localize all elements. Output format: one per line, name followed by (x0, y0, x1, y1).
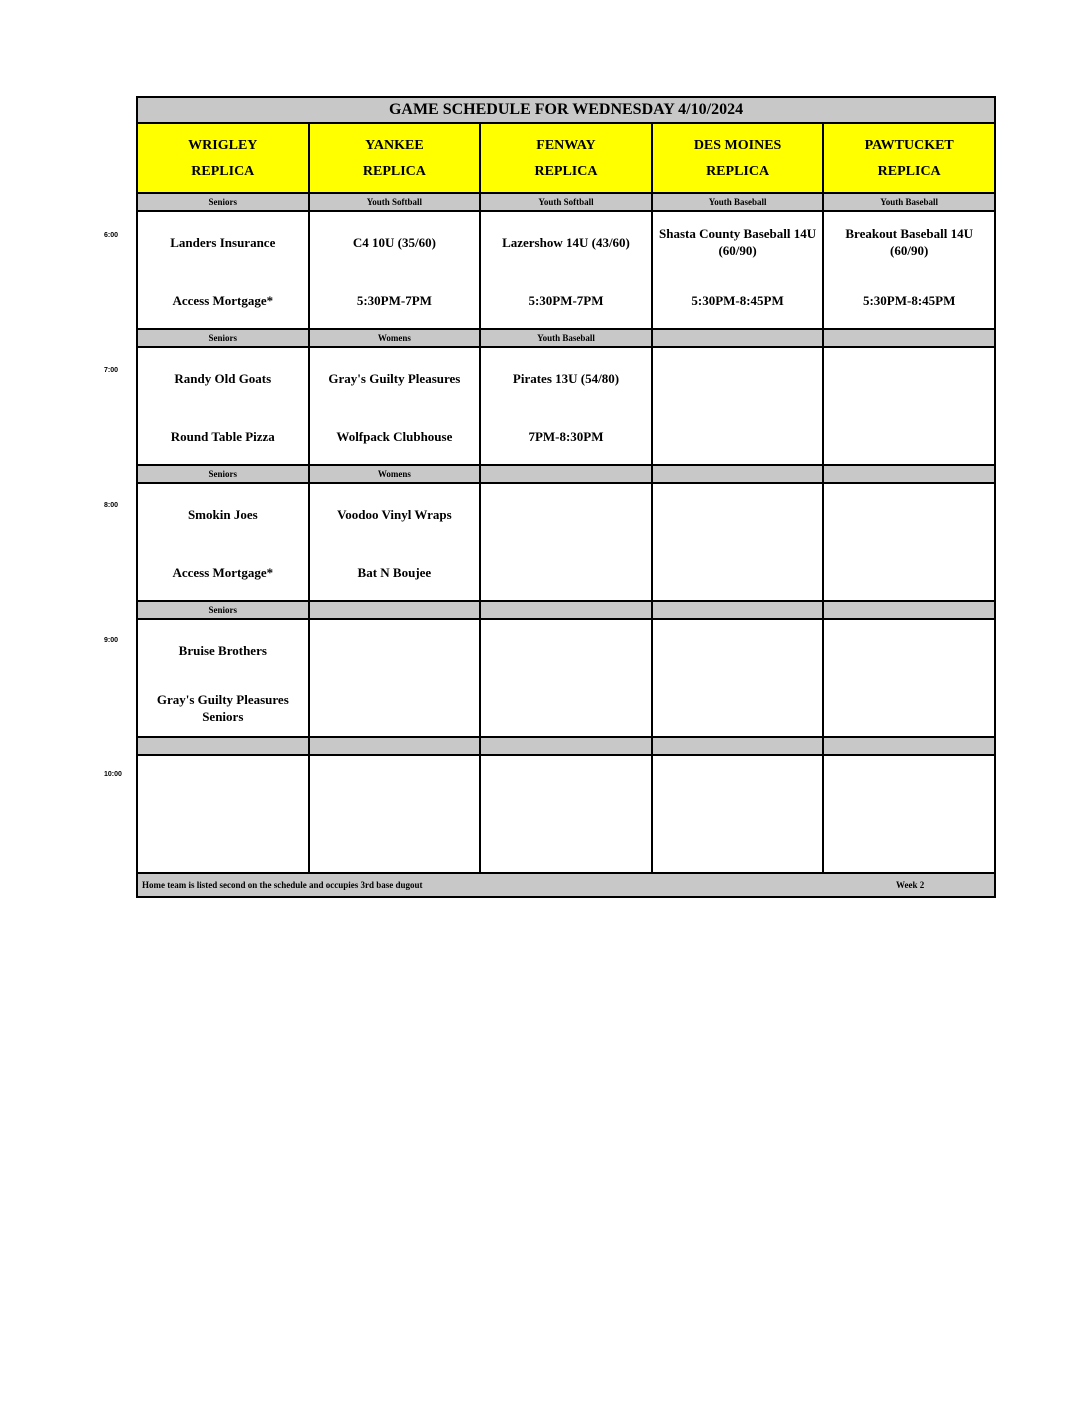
division-label (824, 602, 994, 618)
away-team: Lazershow 14U (43/60) (502, 234, 630, 250)
home-team: Bat N Boujee (357, 564, 432, 580)
home-team (487, 690, 645, 726)
home-team (487, 826, 645, 862)
field-name: YANKEE (365, 138, 424, 153)
division-label: Youth Baseball (481, 330, 653, 346)
home-team (487, 554, 645, 590)
away-team (659, 360, 817, 396)
game-time: 5:30PM-7PM (356, 292, 432, 308)
field-sub: REPLICA (362, 164, 426, 179)
away-team (830, 768, 988, 804)
division-label: Youth Softball (310, 194, 482, 210)
home-team: Gray's Guilty Pleasures Seniors (156, 692, 289, 724)
home-team (659, 418, 817, 454)
game-cell (653, 212, 825, 328)
division-label: Youth Baseball (653, 194, 825, 210)
division-row-9pm (138, 602, 994, 620)
division-label: Seniors (138, 466, 310, 482)
division-label (653, 738, 825, 754)
away-team (659, 768, 817, 804)
game-cell (653, 756, 825, 872)
field-header-yankee (310, 124, 482, 192)
game-cell (824, 212, 994, 328)
division-label: Womens (310, 466, 482, 482)
game-cell (653, 348, 825, 464)
away-team: Voodoo Vinyl Wraps (337, 506, 452, 522)
field-sub: REPLICA (191, 164, 255, 179)
field-name: FENWAY (536, 138, 596, 153)
away-team: Pirates 13U (54/80) (512, 370, 620, 386)
division-row-10pm (138, 738, 994, 756)
home-team (316, 690, 474, 726)
division-label (481, 738, 653, 754)
away-team: Bruise Brothers (178, 642, 267, 658)
division-label: Youth Softball (481, 194, 653, 210)
away-team: Landers Insurance (170, 234, 276, 250)
field-header-fenway (481, 124, 653, 192)
game-time: 7PM-8:30PM (528, 428, 604, 444)
away-team (487, 632, 645, 668)
division-label (310, 602, 482, 618)
game-cell (138, 484, 310, 600)
home-team (830, 826, 988, 862)
away-team (830, 496, 988, 532)
game-row-7pm (138, 348, 994, 466)
time-label-8: 8:00 (104, 502, 119, 509)
away-team: Smokin Joes (187, 506, 258, 522)
home-team: Access Mortgage* (172, 564, 274, 580)
away-team (487, 496, 645, 532)
game-cell (310, 348, 482, 464)
home-team: Round Table Pizza (170, 428, 275, 444)
field-name: DES MOINES (693, 138, 782, 153)
game-cell (138, 620, 310, 736)
time-label-9: 9:00 (104, 637, 119, 644)
division-label (310, 738, 482, 754)
footer-bar (138, 874, 994, 896)
away-team (316, 632, 474, 668)
division-row-6pm (138, 194, 994, 212)
division-row-8pm (138, 466, 994, 484)
game-cell (138, 348, 310, 464)
week-label: Week 2 (896, 880, 925, 890)
home-team-note: Home team is listed second on the schedule and occupies 3rd base dugout (142, 880, 423, 890)
away-team (487, 768, 645, 804)
game-cell (481, 212, 653, 328)
division-label (653, 466, 825, 482)
home-team (144, 826, 302, 862)
field-header-pawtucket (824, 124, 994, 192)
game-time: 5:30PM-7PM (528, 292, 604, 308)
division-label: Seniors (138, 194, 310, 210)
game-cell (481, 348, 653, 464)
division-label: Seniors (138, 330, 310, 346)
game-row-9pm (138, 620, 994, 738)
away-team (659, 632, 817, 668)
home-team (659, 554, 817, 590)
game-row-8pm (138, 484, 994, 602)
division-label (824, 466, 994, 482)
field-header-row (138, 124, 994, 194)
division-label (653, 602, 825, 618)
game-cell (824, 756, 994, 872)
game-cell (310, 212, 482, 328)
away-team (144, 768, 302, 804)
home-team (830, 554, 988, 590)
field-header-wrigley (138, 124, 310, 192)
game-cell (824, 620, 994, 736)
away-team (830, 360, 988, 396)
division-label (481, 466, 653, 482)
field-header-des-moines (653, 124, 825, 192)
game-cell (653, 484, 825, 600)
game-cell (138, 212, 310, 328)
away-team: C4 10U (35/60) (352, 234, 436, 250)
division-label (138, 738, 310, 754)
schedule-title: GAME SCHEDULE FOR WEDNESDAY 4/10/2024 (138, 98, 994, 124)
home-team: Wolfpack Clubhouse (336, 428, 453, 444)
field-name: WRIGLEY (188, 138, 258, 153)
home-team (659, 826, 817, 862)
game-cell (481, 620, 653, 736)
field-name: PAWTUCKET (864, 138, 954, 153)
game-cell (824, 484, 994, 600)
away-team: Breakout Baseball 14U (60/90) (845, 226, 973, 258)
division-label: Womens (310, 330, 482, 346)
away-team: Shasta County Baseball 14U (60/90) (659, 226, 817, 258)
away-team: Gray's Guilty Pleasures (328, 370, 461, 386)
division-label (824, 330, 994, 346)
home-team (659, 690, 817, 726)
game-cell (310, 484, 482, 600)
schedule-table (136, 96, 996, 898)
home-team (316, 826, 474, 862)
game-cell (138, 756, 310, 872)
home-team: Access Mortgage* (172, 292, 274, 308)
away-team (830, 632, 988, 668)
game-cell (310, 620, 482, 736)
division-label (824, 738, 994, 754)
field-sub: REPLICA (534, 164, 598, 179)
game-cell (310, 756, 482, 872)
home-team (830, 418, 988, 454)
home-team (830, 690, 988, 726)
time-label-6: 6:00 (104, 232, 119, 239)
division-row-7pm (138, 330, 994, 348)
away-team (659, 496, 817, 532)
time-label-7: 7:00 (104, 367, 119, 374)
game-row-10pm (138, 756, 994, 874)
division-label: Seniors (138, 602, 310, 618)
field-sub: REPLICA (877, 164, 941, 179)
game-cell (481, 484, 653, 600)
division-label (481, 602, 653, 618)
division-label (653, 330, 825, 346)
away-team: Randy Old Goats (174, 370, 272, 386)
game-time: 5:30PM-8:45PM (691, 292, 784, 308)
game-cell (481, 756, 653, 872)
field-sub: REPLICA (706, 164, 770, 179)
time-label-10: 10:00 (104, 771, 122, 778)
game-cell (653, 620, 825, 736)
away-team (316, 768, 474, 804)
division-label: Youth Baseball (880, 197, 939, 207)
game-time: 5:30PM-8:45PM (862, 292, 956, 308)
game-cell (824, 348, 994, 464)
game-row-6pm (138, 212, 994, 330)
